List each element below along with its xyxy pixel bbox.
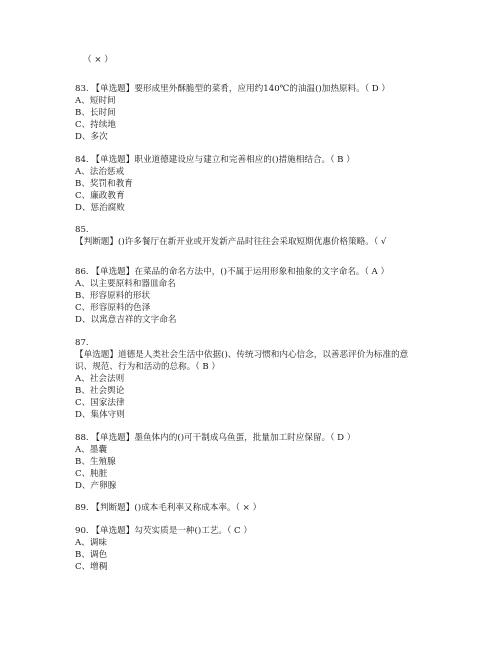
- question-84: 84. 【单选题】职业道德建设应与建立和完善相应的()措施相结合。（ B ）: [75, 155, 355, 165]
- option-84-b: B、奖罚和教育: [75, 179, 133, 189]
- option-88-d: D、产卵腺: [75, 481, 117, 491]
- question-85: 【判断题】()许多餐厅在新开业或开发新产品时往往会采取短期优惠价格策略。（ √: [75, 237, 387, 247]
- option-88-c: C、肫脏: [75, 469, 108, 479]
- option-86-d: D、以寓意吉祥的文字命名: [75, 315, 177, 325]
- option-90-a: A、调味: [75, 538, 107, 548]
- option-83-c: C、持续地: [75, 120, 116, 130]
- option-83-d: D、多次: [75, 132, 108, 142]
- question-85-number: 85.: [75, 225, 89, 235]
- option-87-c: C、国家法律: [75, 398, 125, 408]
- question-87-line1: 【单选题】道德是人类社会生活中依据()、传统习惯和内心信念，以善恶评价为标准的意: [75, 350, 409, 360]
- previous-answer: （ × ）: [83, 55, 113, 65]
- option-87-b: B、社会舆论: [75, 386, 125, 396]
- question-90: 90. 【单选题】勾芡实质是一种()工艺。（ C ）: [75, 526, 252, 536]
- option-90-c: C、增稠: [75, 562, 108, 572]
- question-86: 86. 【单选题】在菜品的命名方法中，()不属于运用形象和抽象的文字命名。（ A ）: [75, 267, 390, 277]
- option-87-a: A、社会法则: [75, 374, 125, 384]
- option-90-b: B、调色: [75, 550, 108, 560]
- option-88-a: A、墨囊: [75, 445, 107, 455]
- option-88-b: B、生殖腺: [75, 457, 116, 467]
- question-87-line2: 识、规范、行为和活动的总称。（ B ）: [75, 362, 220, 372]
- question-87-number: 87.: [75, 338, 89, 348]
- option-84-a: A、法治惩戒: [75, 167, 125, 177]
- question-83: 83. 【单选题】要形成里外酥脆型的菜肴，应用约140℃的油温()加热原料。（ D ）: [75, 84, 390, 94]
- option-87-d: D、集体守则: [75, 410, 125, 420]
- option-83-a: A、短时间: [75, 96, 116, 106]
- question-89: 89. 【判断题】()成本毛利率又称成本率。（ × ）: [75, 503, 262, 513]
- option-86-a: A、以主要原料和器皿命名: [75, 279, 176, 289]
- option-86-c: C、形容原料的色泽: [75, 303, 151, 313]
- question-88: 88. 【单选题】墨鱼体内的()可干制成乌鱼蛋，批量加工时应保留。（ D ）: [75, 433, 356, 443]
- option-83-b: B、长时间: [75, 108, 116, 118]
- option-86-b: B、形容原料的形状: [75, 291, 151, 301]
- option-84-d: D、惩治腐败: [75, 203, 125, 213]
- option-84-c: C、廉政教育: [75, 191, 125, 201]
